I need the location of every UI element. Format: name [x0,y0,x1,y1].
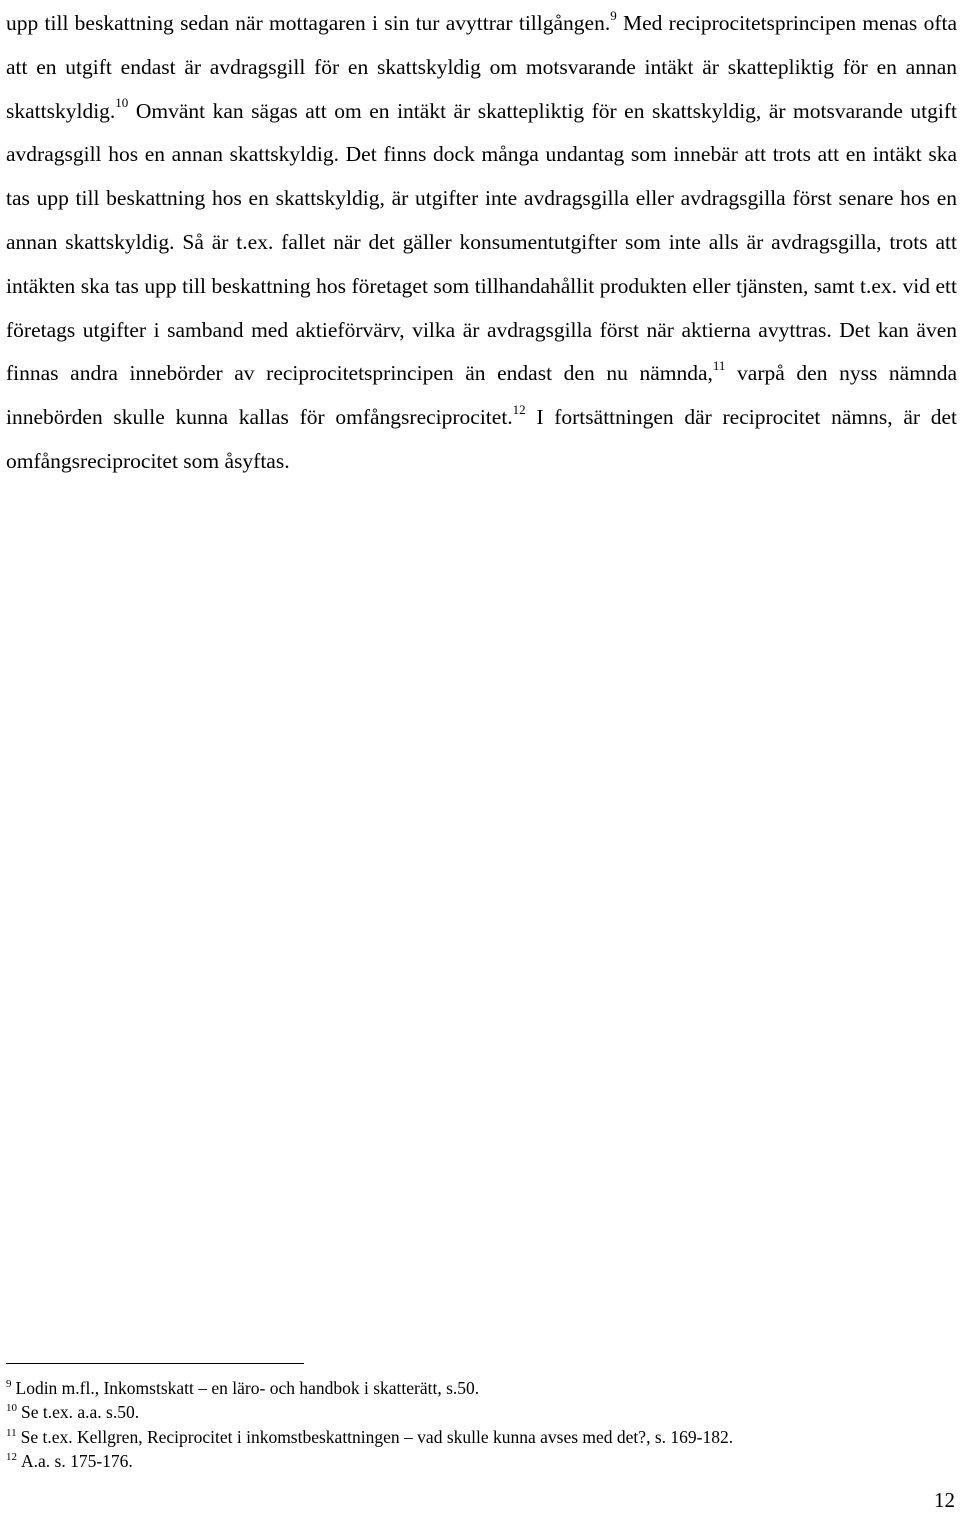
footnote-11 [6,1425,946,1449]
footnote-divider [6,1363,304,1364]
footnote-ref-12[interactable]: 12 [512,402,526,418]
footnote-text: Se t.ex. Kellgren, Reciprocitet i inkomstbeskattningen – vad skulle kunna avses med det?, s. 169-182. [20,1426,734,1447]
footnote-10 [6,1400,946,1424]
footnote-9 [6,1376,946,1400]
footnote-ref-9[interactable]: 9 [610,7,617,23]
sentence-5: I fortsättningen där reciprocitet nämns, är det omfångsreciprocitet som åsyftas. [6,405,957,473]
footnote-number: 11 [6,1426,17,1439]
sentence-4: varpå den nyss nämnda innebörden skulle kunna kallas för omfångsreciprocitet. [6,361,957,430]
footnote-number: 10 [6,1402,17,1415]
footnote-12 [6,1449,946,1473]
footnote-number: 12 [6,1451,17,1464]
footnote-text: A.a. s. 175-176. [21,1450,133,1471]
sentence-1: upp till beskattning sedan när mottagaren i sin tur avyttrar tillgången. [6,11,611,35]
footnote-number: 9 [6,1378,12,1391]
footnote-text: Lodin m.fl., Inkomstskatt – en läro- och handbok i skatterätt, s.50. [15,1378,480,1398]
body-paragraph [6,2,957,484]
footnote-list [6,1376,946,1473]
page-number: 12 [934,1488,955,1512]
footnote-ref-11[interactable]: 11 [712,358,726,374]
footnote-text: Se t.ex. a.a. s.50. [21,1402,140,1423]
sentence-3: Omvänt kan sägas att om en intäkt är skattepliktig för en skattskyldig, är motsvarande utgift avdragsgill hos en annan skattskyldig. Det finns dock många undantag som innebär att trots att en intäkt ska tas upp till beskattning hos en skattskyldig, är utgifter inte avdragsgilla eller avdragsgilla först senare hos en annan skattskyldig. Så är t.ex. fallet när det gäller konsumentutgifter som inte alls är avdragsgilla, trots att intäkten ska tas upp till beskattning hos företaget som tillhandahållit produkten eller tjänsten, samt t.ex. vid ett företags utgifter i samband med aktieförvärv, vilka är avdragsgilla först när aktierna avyttras. Det kan även finnas andra innebörder av reciprocitetsprincipen än endast den nu nämnda, [6,98,957,386]
sentence-2: Med reciprocitetsprincipen menas ofta att en utgift endast är avdragsgill för en skattskyldig om motsvarande intäkt är skattepliktig för en annan skattskyldig. [6,11,957,123]
footnote-ref-10[interactable]: 10 [115,95,129,111]
